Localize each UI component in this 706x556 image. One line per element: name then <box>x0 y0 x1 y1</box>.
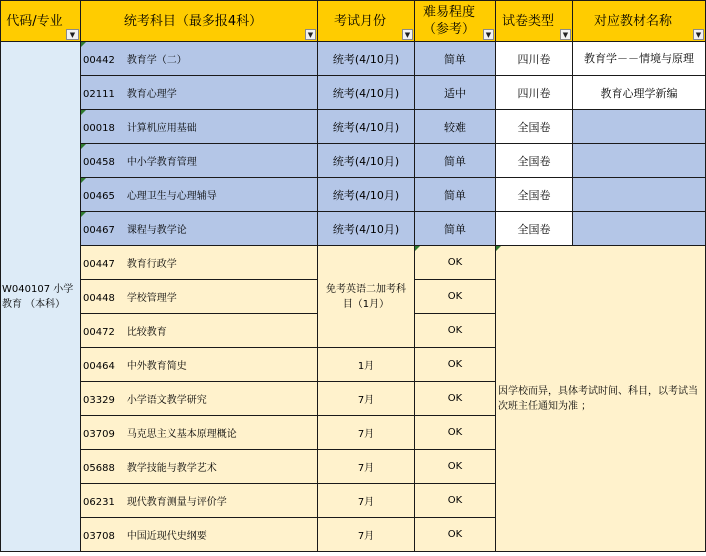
subject-code: 03708 <box>83 531 115 542</box>
header-paper-label: 试卷类型 <box>501 13 554 29</box>
material-cell[interactable] <box>573 110 706 144</box>
table-row <box>1 144 706 178</box>
header-major <box>1 1 81 42</box>
subject-code: 00447 <box>83 259 115 270</box>
header-difficulty <box>415 1 496 42</box>
dropdown-arrow-icon[interactable]: ▼ <box>693 29 704 40</box>
paper-cell[interactable]: 全国卷 <box>496 178 573 212</box>
school-note-cell[interactable]: 因学校而异，具体考试时间、科目，以考试当次班主任通知为准 ； <box>496 246 706 552</box>
subject-name: 现代教育测量与评价学 <box>126 497 227 508</box>
header-material <box>573 1 706 42</box>
subject-name: 比较教育 <box>126 327 167 338</box>
month-cell[interactable]: 统考(4/10月) <box>318 178 415 212</box>
subject-name: 心理卫生与心理辅导 <box>126 191 217 202</box>
difficulty-cell[interactable]: 适中 <box>415 76 496 110</box>
header-difficulty-label: 难易程度（参考） <box>422 5 475 37</box>
table-row <box>1 178 706 212</box>
subject-name: 学校管理学 <box>126 293 177 304</box>
subject-code: 00472 <box>83 327 115 338</box>
table-row <box>1 110 706 144</box>
subject-cell[interactable] <box>81 42 318 76</box>
subject-code: 00465 <box>83 191 115 202</box>
material-cell[interactable] <box>573 178 706 212</box>
subject-name: 教育心理学 <box>126 89 177 100</box>
subject-name: 计算机应用基础 <box>126 123 197 134</box>
filter-dropdown-icon[interactable]: ▼ <box>66 29 79 40</box>
difficulty-cell[interactable]: 简单 <box>415 178 496 212</box>
material-cell[interactable] <box>573 144 706 178</box>
subject-cell[interactable] <box>81 212 318 246</box>
material-cell[interactable] <box>573 212 706 246</box>
subject-code: 00464 <box>83 361 115 372</box>
dropdown-arrow-icon[interactable]: ▼ <box>402 29 413 40</box>
subject-cell[interactable] <box>81 416 318 450</box>
subject-cell[interactable] <box>81 518 318 552</box>
subject-code: 00458 <box>83 157 115 168</box>
subject-cell[interactable] <box>81 178 318 212</box>
subject-code: 00448 <box>83 293 115 304</box>
subject-cell[interactable] <box>81 280 318 314</box>
dropdown-arrow-icon[interactable]: ▼ <box>483 29 494 40</box>
dropdown-arrow-icon[interactable]: ▼ <box>305 29 316 40</box>
subject-name: 教育行政学 <box>126 259 177 270</box>
month-cell[interactable]: 统考(4/10月) <box>318 144 415 178</box>
difficulty-cell[interactable]: OK <box>415 382 496 416</box>
header-paper <box>496 1 573 42</box>
difficulty-cell[interactable]: OK <box>415 348 496 382</box>
month-cell[interactable]: 统考(4/10月) <box>318 110 415 144</box>
subject-code: 00442 <box>83 55 115 66</box>
subject-code: 00018 <box>83 123 115 134</box>
month-cell[interactable]: 7月 <box>318 518 415 552</box>
subject-code: 03709 <box>83 429 115 440</box>
table-row <box>1 42 706 76</box>
major-cell[interactable]: W040107 小学教育 （本科） <box>1 42 81 552</box>
difficulty-cell[interactable]: OK <box>415 484 496 518</box>
subject-cell[interactable] <box>81 314 318 348</box>
dropdown-arrow-icon[interactable]: ▼ <box>560 29 571 40</box>
subject-name: 中外教育简史 <box>126 361 187 372</box>
table-row <box>1 76 706 110</box>
header-material-label: 对应教材名称 <box>593 13 672 29</box>
paper-cell[interactable]: 全国卷 <box>496 212 573 246</box>
month-cell[interactable]: 7月 <box>318 416 415 450</box>
month-cell[interactable]: 统考(4/10月) <box>318 42 415 76</box>
material-cell[interactable]: 教育学－－情境与原理 <box>573 42 706 76</box>
difficulty-cell[interactable]: OK <box>415 246 496 280</box>
subject-code: 02111 <box>83 89 115 100</box>
subject-name: 课程与教学论 <box>126 225 187 236</box>
difficulty-cell[interactable]: OK <box>415 518 496 552</box>
material-cell[interactable]: 教育心理学新编 <box>573 76 706 110</box>
difficulty-cell[interactable]: OK <box>415 280 496 314</box>
month-cell[interactable]: 统考(4/10月) <box>318 76 415 110</box>
table-row <box>1 246 706 280</box>
subject-code: 06231 <box>83 497 115 508</box>
header-month-label: 考试月份 <box>333 13 386 29</box>
subject-code: 05688 <box>83 463 115 474</box>
month-cell[interactable]: 统考(4/10月) <box>318 212 415 246</box>
subject-name: 中小学教育管理 <box>126 157 197 168</box>
subject-cell[interactable] <box>81 144 318 178</box>
subject-code: 03329 <box>83 395 115 406</box>
header-subject-label: 统考科目（最多报4科） <box>123 13 263 29</box>
paper-cell[interactable]: 全国卷 <box>496 144 573 178</box>
subject-name: 马克思主义基本原理概论 <box>126 429 237 440</box>
header-row <box>1 1 706 42</box>
difficulty-cell[interactable]: 简单 <box>415 42 496 76</box>
month-cell[interactable]: 7月 <box>318 484 415 518</box>
paper-cell[interactable]: 全国卷 <box>496 110 573 144</box>
subject-cell[interactable] <box>81 382 318 416</box>
difficulty-cell[interactable]: 较难 <box>415 110 496 144</box>
subject-cell[interactable] <box>81 76 318 110</box>
subject-cell[interactable] <box>81 246 318 280</box>
subject-name: 教育学（二） <box>126 55 187 66</box>
paper-cell[interactable]: 四川卷 <box>496 42 573 76</box>
subject-name: 中国近现代史纲要 <box>126 531 207 542</box>
subject-name: 小学语文教学研究 <box>126 395 207 406</box>
header-major-label: 代码/专业 <box>6 13 63 29</box>
month-cell[interactable]: 7月 <box>318 382 415 416</box>
exempt-note-cell[interactable]: 免考英语二加考科目（1月） <box>318 246 415 348</box>
subject-cell[interactable] <box>81 110 318 144</box>
header-month <box>318 1 415 42</box>
difficulty-cell[interactable]: OK <box>415 450 496 484</box>
table-row <box>1 212 706 246</box>
subject-code: 00467 <box>83 225 115 236</box>
subject-cell[interactable] <box>81 450 318 484</box>
subject-name: 教学技能与教学艺术 <box>126 463 217 474</box>
paper-cell[interactable]: 四川卷 <box>496 76 573 110</box>
month-cell[interactable]: 7月 <box>318 450 415 484</box>
difficulty-cell[interactable]: OK <box>415 416 496 450</box>
subject-cell[interactable] <box>81 484 318 518</box>
month-cell[interactable]: 1月 <box>318 348 415 382</box>
difficulty-cell[interactable]: 简单 <box>415 144 496 178</box>
subject-cell[interactable] <box>81 348 318 382</box>
difficulty-cell[interactable]: OK <box>415 314 496 348</box>
difficulty-cell[interactable]: 简单 <box>415 212 496 246</box>
header-subject <box>81 1 318 42</box>
